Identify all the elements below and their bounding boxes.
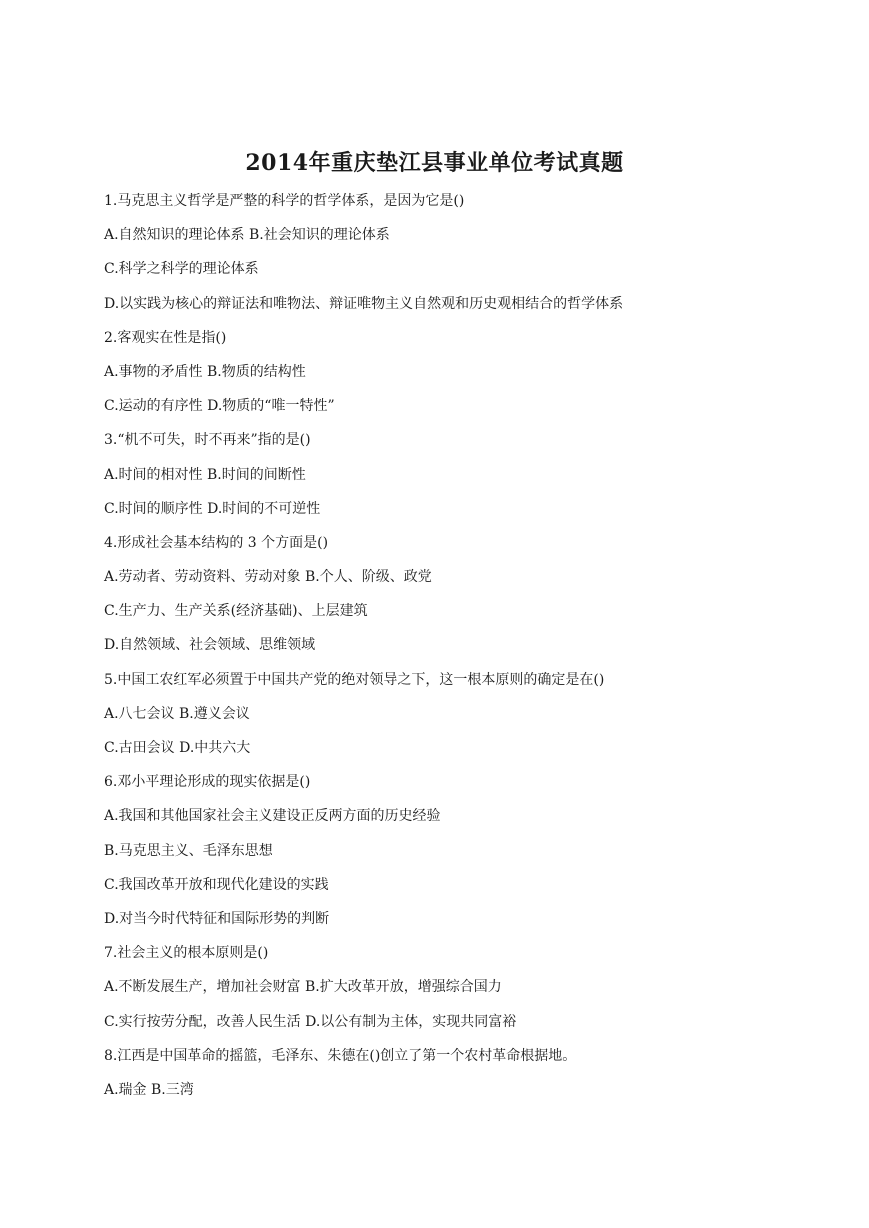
option-line: C.时间的顺序性 D.时间的不可逆性 bbox=[104, 500, 321, 517]
question-line: 5.中国工农红军必须置于中国共产党的绝对领导之下，这一根本原则的确定是在() bbox=[104, 671, 605, 688]
option-line: A.事物的矛盾性 B.物质的结构性 bbox=[104, 363, 306, 380]
option-line: D.以实践为核心的辩证法和唯物法、辩证唯物主义自然观和历史观相结合的哲学体系 bbox=[104, 295, 624, 312]
question-line: 6.邓小平理论形成的现实依据是() bbox=[104, 774, 311, 791]
option-line: C.科学之科学的理论体系 bbox=[104, 261, 259, 278]
option-line: C.生产力、生产关系(经济基础)、上层建筑 bbox=[104, 603, 368, 620]
question-list bbox=[104, 190, 804, 1113]
option-line: A.时间的相对性 B.时间的间断性 bbox=[104, 466, 306, 483]
option-line: C.古田会议 D.中共六大 bbox=[104, 740, 251, 756]
question-line: 3.“机不可失，时不再来”指的是() bbox=[104, 432, 311, 449]
option-line: C.实行按劳分配，改善人民生活 D.以公有制为主体，实现共同富裕 bbox=[104, 1013, 517, 1030]
option-line: C.运动的有序性 D.物质的“唯一特性” bbox=[104, 398, 335, 415]
document-title: 2014年重庆垫江县事业单位考试真题 bbox=[245, 150, 624, 176]
option-line: D.对当今时代特征和国际形势的判断 bbox=[104, 910, 330, 927]
option-line: A.不断发展生产，增加社会财富 B.扩大改革开放，增强综合国力 bbox=[104, 979, 502, 996]
question-line: 7.社会主义的根本原则是() bbox=[104, 945, 269, 962]
option-line: D.自然领域、社会领域、思维领域 bbox=[104, 637, 316, 654]
question-line: 2.客观实在性是指() bbox=[104, 329, 227, 346]
question-line: 1.马克思主义哲学是严整的科学的哲学体系，是因为它是() bbox=[104, 193, 465, 209]
option-line: A.八七会议 B.遵义会议 bbox=[104, 705, 250, 722]
question-line: 8.江西是中国革命的摇篮，毛泽东、朱德在()创立了第一个农村革命根据地。 bbox=[104, 1047, 577, 1064]
option-line: A.我国和其他国家社会主义建设正反两方面的历史经验 bbox=[104, 808, 441, 825]
option-line: B.马克思主义、毛泽东思想 bbox=[104, 842, 273, 859]
option-line: A.瑞金 B.三湾 bbox=[104, 1081, 194, 1098]
question-line: 4.形成社会基本结构的 3 个方面是() bbox=[104, 534, 329, 551]
option-line: A.劳动者、劳动资料、劳动对象 B.个人、阶级、政党 bbox=[104, 569, 432, 586]
option-line: C.我国改革开放和现代化建设的实践 bbox=[104, 876, 329, 893]
option-line: A.自然知识的理论体系 B.社会知识的理论体系 bbox=[104, 227, 390, 244]
